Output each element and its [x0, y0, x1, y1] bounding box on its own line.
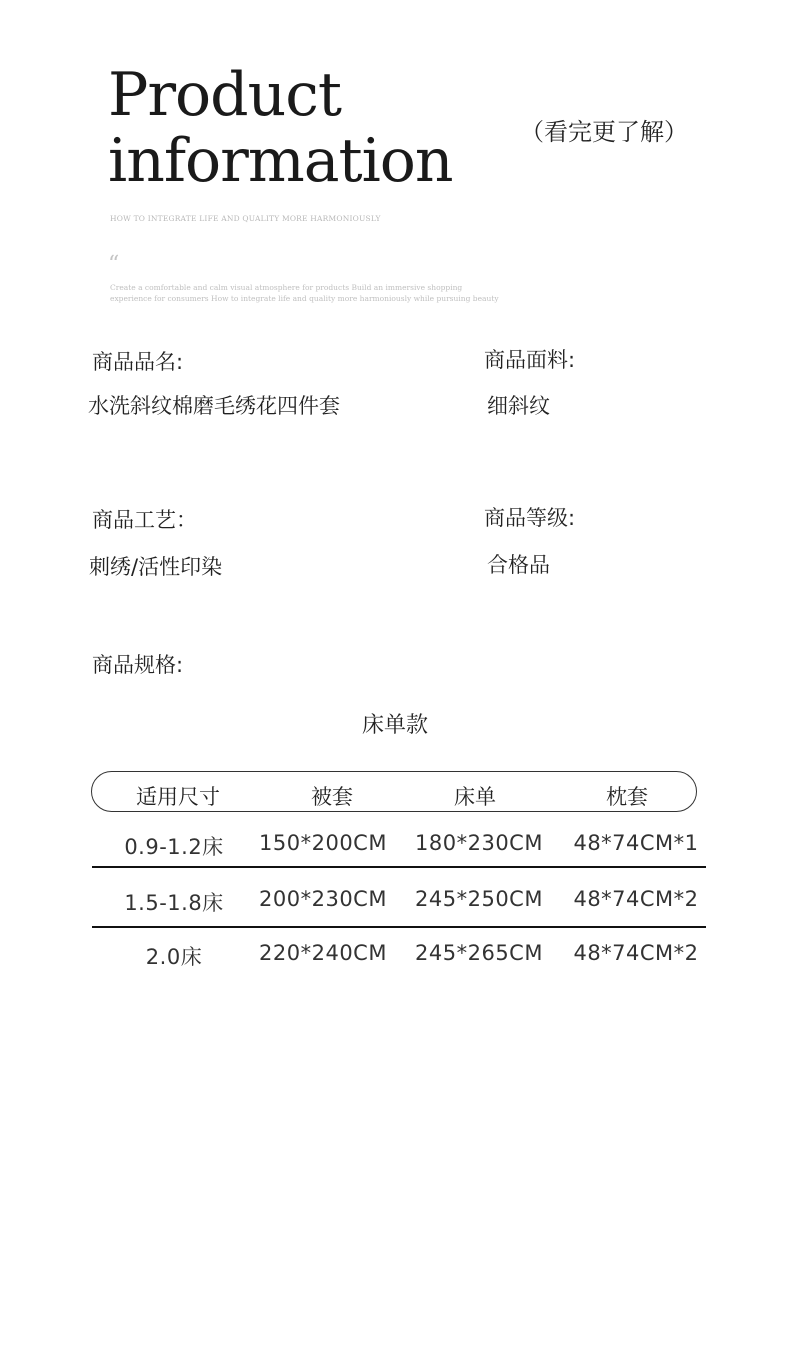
table-cell: 220*240CM: [259, 941, 387, 965]
craft-value: 刺绣/活性印染: [89, 555, 223, 579]
table-cell: 48*74CM*2: [573, 887, 699, 911]
craft-label: 商品工艺：: [92, 508, 197, 532]
product-name-value: 水洗斜纹棉磨毛绣花四件套: [88, 394, 340, 418]
spec-table-title: 床单款: [361, 713, 428, 738]
header-size: 适用尺寸: [136, 785, 220, 809]
table-cell: 48*74CM*2: [573, 941, 699, 965]
hero-title-line-2: information: [108, 126, 453, 196]
table-cell: 200*230CM: [259, 887, 387, 911]
header-bed-sheet: 床单: [454, 785, 496, 809]
row-divider: [92, 866, 706, 868]
hero-subtitle: （看完更了解）: [520, 118, 688, 146]
table-cell: 48*74CM*1: [573, 831, 699, 855]
table-cell: 0.9-1.2床: [124, 835, 224, 859]
table-cell: 150*200CM: [259, 831, 387, 855]
fabric-label: 商品面料:: [484, 348, 576, 372]
row-divider: [92, 926, 706, 928]
table-cell: 2.0床: [145, 945, 203, 969]
header-pillowcase: 枕套: [606, 785, 648, 809]
hero-title: [108, 62, 453, 194]
table-cell: 180*230CM: [415, 831, 543, 855]
spec-label: 商品规格:: [92, 653, 184, 677]
fabric-value: 细斜纹: [487, 394, 550, 418]
quote-mark-icon: “: [108, 252, 120, 277]
table-cell: 1.5-1.8床: [124, 891, 224, 915]
grade-label: 商品等级:: [484, 506, 576, 530]
hero-tagline: HOW TO INTEGRATE LIFE AND QUALITY MORE HARMONIOUSLY: [110, 214, 381, 223]
hero-title-line-1: Product: [108, 60, 341, 130]
product-name-label: 商品品名:: [92, 350, 184, 374]
table-cell: 245*250CM: [415, 887, 543, 911]
grade-value: 合格品: [487, 553, 550, 577]
header-duvet-cover: 被套: [311, 785, 353, 809]
hero-blurb: Create a comfortable and calm visual atmosphere for products Build an immersive shopping experience for consumers How to integrate life and quality more harmoniously while pursuing beauty: [110, 283, 499, 303]
table-cell: 245*265CM: [415, 941, 543, 965]
